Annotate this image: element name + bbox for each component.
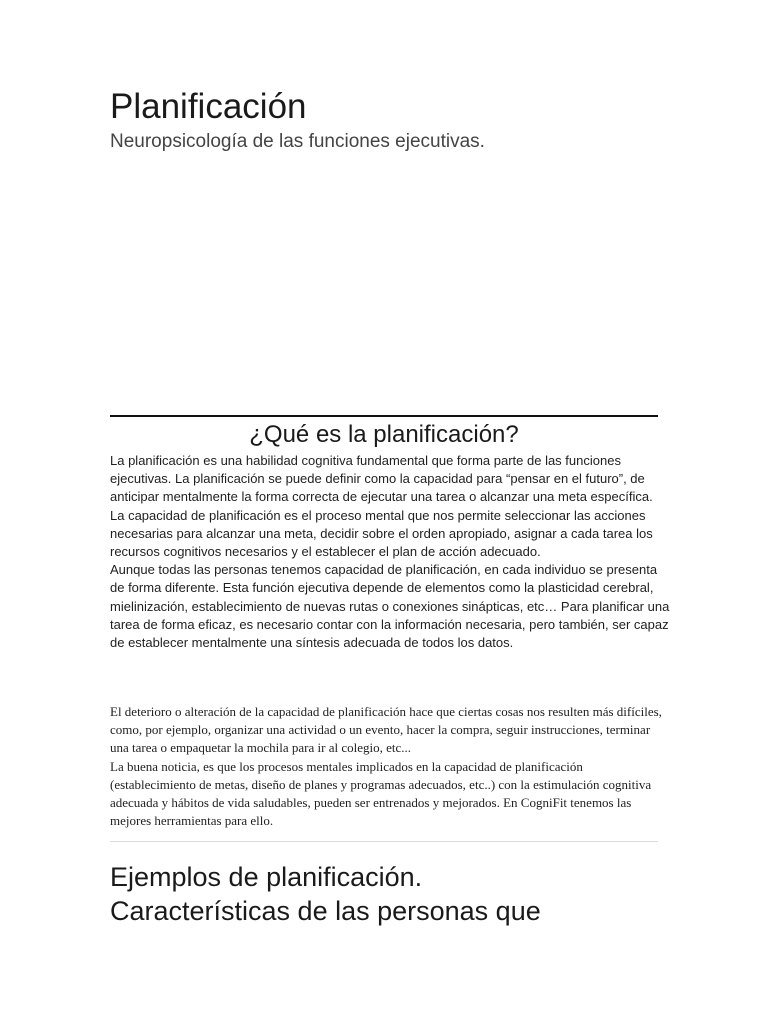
section-separator	[110, 841, 658, 842]
section-heading-ejemplos-line-1: Ejemplos de planificación.	[110, 862, 423, 892]
paragraph-definition: La planificación es una habilidad cognitiva fundamental que forma parte de las funciones ejecutivas. La planificación se puede definir como la capacidad para “pensar en el futuro”, de anticipar mentalmente la forma correcta de ejecutar una tarea o alcanzar una meta específica.	[110, 453, 653, 505]
section-body-deterioro	[110, 703, 670, 830]
section-heading-que-es: ¿Qué es la planificación?	[249, 421, 519, 448]
document-title: Planificación	[110, 87, 307, 126]
document-subtitle: Neuropsicología de las funciones ejecutivas.	[110, 131, 485, 152]
section-heading-ejemplos	[110, 860, 658, 928]
paragraph-individual-differences: Aunque todas las personas tenemos capacidad de planificación, en cada individuo se presenta de forma diferente. Esta función ejecutiva depende de elementos como la plasticidad cerebral, mielinización, establecimiento de nuevas rutas o conexiones sinápticas, etc… Para planificar una tarea de forma eficaz, es necesario contar con la información necesaria, pero también, ser capaz de establecer mentalmente una síntesis adecuada de todos los datos.	[110, 562, 670, 651]
section-body-intro	[110, 452, 670, 652]
paragraph-mental-process: La capacidad de planificación es el proceso mental que nos permite seleccionar las acciones necesarias para alcanzar una meta, decidir sobre el orden apropiado, asignar a cada tarea los recursos cognitivos necesarios y el establecer el plan de acción adecuado.	[110, 507, 653, 560]
section-heading-ejemplos-line-2: Características de las personas que	[110, 896, 541, 926]
paragraph-deterioration: El deterioro o alteración de la capacidad de planificación hace que ciertas cosas nos resulten más difíciles, como, por ejemplo, organizar una actividad o un evento, hacer la compra, seguir instrucciones, terminar una tarea o empaquetar la mochila para ir al colegio, etc...	[110, 704, 662, 756]
paragraph-good-news: La buena noticia, es que los procesos mentales implicados en la capacidad de planificación (establecimiento de metas, diseño de planes y programas adecuados, etc..) con la estimulación cognitiva adecuada y hábitos de vida saludables, pueden ser entrenados y mejorados. En CogniFit tenemos las mejores herramientas para ello.	[110, 758, 652, 829]
section-divider	[110, 415, 658, 417]
